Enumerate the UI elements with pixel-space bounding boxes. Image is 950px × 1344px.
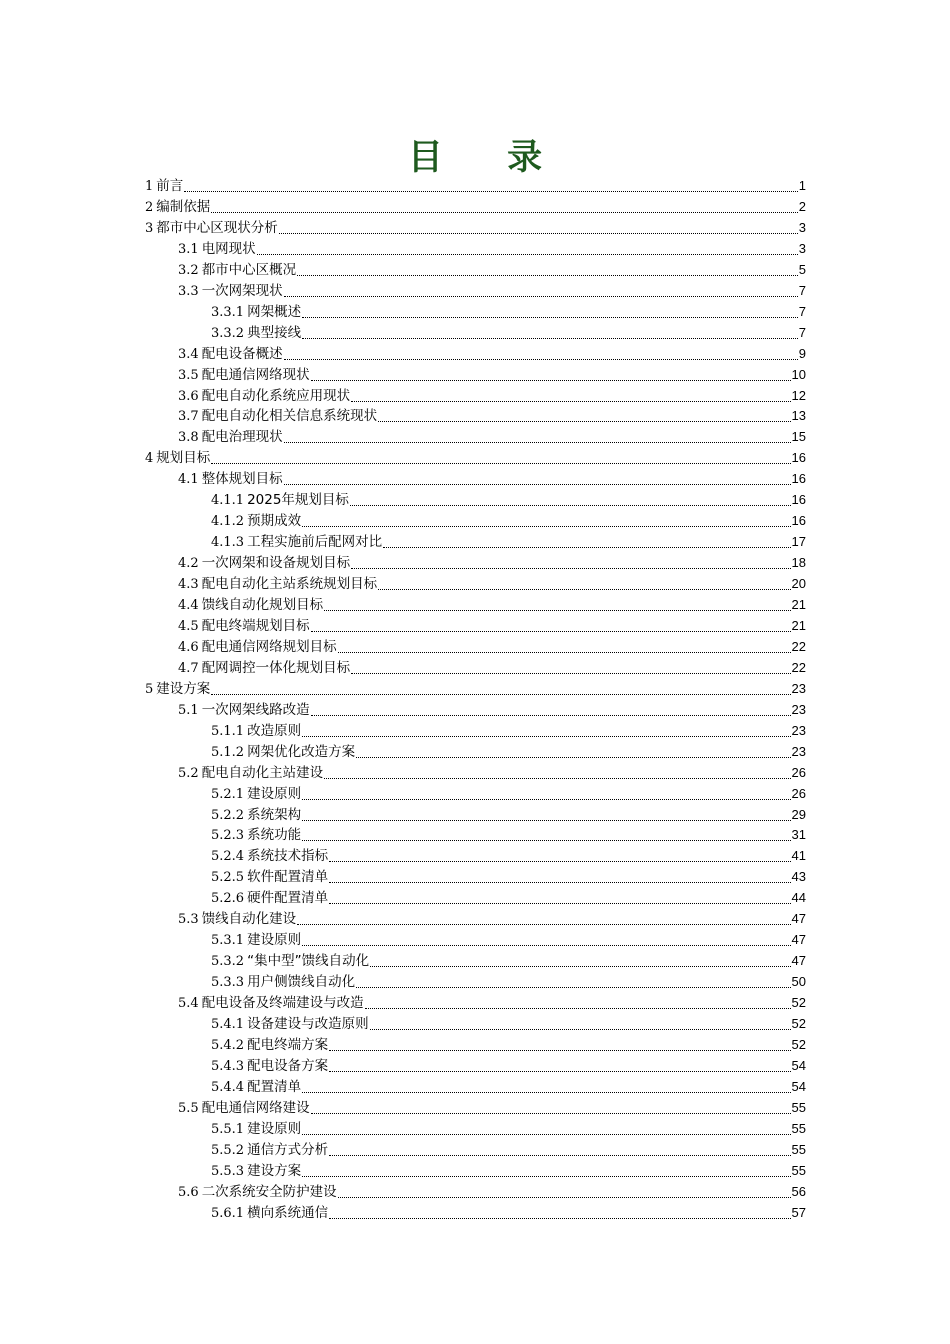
toc-dot-leader [302, 510, 790, 527]
toc-entry-page: 16 [791, 513, 806, 529]
toc-entry-title: 配网调控一体化规划目标 [201, 659, 351, 676]
toc-title: 目 录 [407, 137, 569, 178]
toc-dot-leader [302, 783, 790, 800]
toc-entry-title: 配电终端规划目标 [201, 617, 310, 634]
toc-entry[interactable] [178, 992, 806, 1013]
toc-entry-page: 16 [791, 450, 806, 466]
toc-entry-title: 规划目标 [156, 450, 211, 467]
toc-entry-number: 3.2 [178, 262, 199, 278]
toc-entry[interactable] [211, 741, 806, 762]
toc-entry-number: 5.3.1 [211, 933, 245, 949]
toc-entry[interactable] [178, 259, 806, 280]
toc-entry-title: 配电设备方案 [247, 1057, 329, 1074]
toc-entry-page: 52 [791, 1036, 806, 1052]
toc-entry-title: 前言 [156, 178, 184, 194]
toc-dot-leader [279, 217, 798, 234]
toc-dot-leader [350, 489, 791, 506]
toc-entry[interactable] [178, 343, 806, 364]
toc-entry-page: 31 [791, 827, 806, 843]
toc-entry-page: 5 [798, 261, 806, 277]
toc-entry[interactable] [178, 908, 806, 929]
toc-entry-page: 55 [791, 1162, 806, 1178]
toc-entry-number: 3.3.1 [211, 304, 245, 320]
toc-entry[interactable] [178, 594, 806, 615]
toc-entry-number: 3.8 [178, 430, 199, 446]
toc-entry-number: 4.3 [178, 577, 199, 593]
toc-entry-number: 4.1.1 [211, 493, 245, 509]
toc-entry-number: 5.5.3 [211, 1163, 245, 1179]
toc-entry-page: 23 [791, 680, 806, 696]
toc-entry[interactable] [211, 1055, 806, 1076]
toc-entry-number: 3.4 [178, 346, 199, 362]
toc-dot-leader [356, 971, 790, 988]
toc-entry-number: 3.3.2 [211, 325, 245, 341]
toc-entry-number: 5.1.2 [211, 744, 245, 760]
toc-entry[interactable] [178, 552, 806, 573]
toc-entry-number: 4.2 [178, 556, 199, 572]
toc-entry-page: 21 [791, 597, 806, 612]
toc-entry[interactable] [211, 301, 806, 322]
toc-entry-page: 18 [791, 555, 806, 571]
toc-entry-page: 47 [791, 953, 806, 969]
toc-entry-number: 5.2.3 [211, 828, 245, 844]
toc-entry-page: 41 [791, 848, 806, 864]
toc-dot-leader [329, 1055, 790, 1072]
toc-entry-title: 配电自动化主站建设 [201, 764, 324, 781]
toc-dot-leader [297, 908, 790, 925]
toc-entry-page: 55 [791, 1141, 806, 1157]
toc-dot-leader [302, 322, 798, 339]
toc-entry-page: 7 [798, 303, 806, 319]
toc-entry-title: 网架优化改造方案 [247, 743, 356, 760]
toc-dot-leader [311, 615, 791, 632]
toc-entry-title: 馈线自动化规划目标 [201, 597, 324, 613]
toc-entry-title: 配电自动化相关信息系统现状 [201, 408, 378, 425]
toc-entry-title: “集中型”馈线自动化 [247, 953, 370, 970]
toc-dot-leader [324, 762, 790, 779]
toc-dot-leader [257, 238, 798, 255]
toc-entry-page: 23 [791, 722, 806, 738]
toc-entry[interactable] [211, 824, 806, 845]
toc-entry-number: 1 [145, 179, 154, 194]
toc-entry[interactable] [211, 1118, 806, 1139]
toc-dot-leader [338, 1181, 791, 1198]
toc-dot-leader [284, 280, 798, 297]
toc-entry-title: 横向系统通信 [247, 1204, 329, 1221]
toc-entry-page: 26 [791, 785, 806, 801]
toc-entry-title: 通信方式分析 [247, 1141, 329, 1158]
toc-entry-number: 5.5.2 [211, 1142, 245, 1158]
toc-entry-page: 55 [791, 1120, 806, 1136]
toc-entry[interactable] [178, 238, 806, 259]
toc-entry-title: 一次网架现状 [201, 282, 283, 299]
toc-entry-title: 系统功能 [247, 827, 302, 844]
toc-entry-title: 建设原则 [247, 785, 302, 802]
toc-entry-page: 54 [791, 1078, 806, 1094]
toc-entry[interactable] [178, 762, 806, 783]
toc-entry-page: 9 [798, 345, 806, 361]
toc-entry-page: 10 [791, 366, 806, 382]
toc-entry-number: 5.1 [178, 702, 199, 718]
toc-entry-number: 5.2 [178, 765, 199, 781]
toc-entry-page: 21 [791, 617, 806, 633]
toc-dot-leader [351, 385, 790, 402]
toc-entry-number: 5.2.1 [211, 786, 245, 802]
toc-entry[interactable] [178, 615, 806, 636]
toc-entry-page: 17 [791, 534, 806, 550]
toc-entry-title: 用户侧馈线自动化 [247, 974, 356, 991]
toc-entry-page: 57 [791, 1204, 806, 1220]
toc-entry[interactable] [211, 1202, 806, 1223]
toc-entry[interactable] [211, 783, 806, 804]
toc-entry[interactable] [211, 510, 806, 531]
toc-dot-leader [378, 573, 790, 590]
toc-dot-leader [329, 887, 790, 904]
toc-entry-title: 配电治理现状 [201, 429, 283, 446]
toc-entry-number: 5.4.1 [211, 1017, 245, 1032]
toc-entry-title: 整体规划目标 [201, 471, 283, 488]
toc-entry-number: 5.6 [178, 1184, 199, 1200]
toc-entry-number: 5.3.3 [211, 975, 245, 991]
toc-dot-leader [356, 741, 790, 758]
toc-entry-number: 4.4 [178, 598, 199, 613]
toc-dot-leader [302, 824, 790, 841]
toc-dot-leader [383, 531, 790, 548]
toc-dot-leader [329, 1202, 790, 1219]
toc-entry-title: 系统技术指标 [247, 848, 329, 865]
toc-dot-leader [184, 175, 797, 192]
toc-entry-title: 都市中心区现状分析 [156, 219, 278, 236]
toc-dot-leader [302, 301, 798, 318]
toc-entry[interactable] [178, 699, 806, 720]
toc-entry-page: 2 [798, 198, 806, 214]
toc-entry[interactable] [211, 1139, 806, 1160]
toc-entry-page: 1 [798, 178, 806, 193]
toc-entry-title: 建设原则 [247, 1120, 302, 1137]
toc-entry-number: 5.1.1 [211, 723, 245, 739]
toc-dot-leader [311, 364, 791, 381]
toc-dot-leader [302, 929, 790, 946]
toc-entry-number: 5 [145, 681, 154, 697]
toc-dot-leader [302, 1076, 790, 1093]
toc-dot-leader [329, 866, 790, 883]
toc-entry[interactable] [211, 1034, 806, 1055]
toc-entry-number: 2 [145, 199, 154, 215]
toc-entry-page: 29 [791, 806, 806, 822]
toc-entry-number: 3.5 [178, 367, 199, 383]
toc-entry[interactable] [178, 426, 806, 447]
toc-entry[interactable] [211, 866, 806, 887]
toc-entry-number: 4.1.3 [211, 535, 245, 551]
toc-dot-leader [378, 405, 790, 422]
toc-entry-page: 13 [791, 408, 806, 424]
toc-entry-title: 典型接线 [247, 324, 302, 341]
toc-entry-title: 编制依据 [156, 198, 211, 215]
toc-entry-title: 预期成效 [247, 513, 302, 530]
toc-entry-number: 5.2.4 [211, 849, 245, 865]
toc-dot-leader [365, 992, 791, 1009]
toc-dot-leader [351, 552, 790, 569]
toc-dot-leader [338, 636, 791, 653]
toc-entry-number: 5.2.2 [211, 807, 245, 823]
toc-entry-number: 4.6 [178, 639, 199, 655]
toc-entry[interactable] [178, 1181, 806, 1202]
toc-entry-number: 5.4.3 [211, 1058, 245, 1074]
toc-entry[interactable] [178, 573, 806, 594]
toc-entry[interactable] [178, 280, 806, 301]
toc-entry-title: 一次网架线路改造 [201, 701, 310, 718]
toc-entry[interactable] [178, 636, 806, 657]
toc-entry[interactable] [211, 929, 806, 950]
toc-entry[interactable] [211, 1160, 806, 1181]
toc-entry-title: 配电通信网络建设 [201, 1099, 310, 1116]
toc-entry[interactable] [211, 887, 806, 908]
toc-entry-title: 馈线自动化建设 [201, 911, 297, 928]
toc-entry-page: 3 [798, 240, 806, 256]
toc-dot-leader [311, 1097, 791, 1114]
toc-entry-page: 47 [791, 911, 806, 927]
toc-entry-page: 16 [791, 492, 806, 508]
toc-entry[interactable] [211, 531, 806, 552]
toc-dot-leader [284, 468, 791, 485]
toc-dot-leader [284, 426, 791, 443]
toc-entry-page: 3 [798, 219, 806, 235]
toc-entry[interactable] [145, 678, 806, 699]
toc-entry-title: 配电通信网络规划目标 [201, 638, 337, 655]
toc-entry-title: 配电通信网络现状 [201, 366, 310, 383]
toc-entry[interactable] [211, 950, 806, 971]
toc-entry-number: 3.3 [178, 283, 199, 299]
toc-dot-leader [297, 259, 798, 276]
toc-dot-leader [324, 594, 790, 611]
toc-entry[interactable] [211, 322, 806, 343]
toc-entry[interactable] [211, 971, 806, 992]
toc-entry-page: 22 [791, 638, 806, 654]
toc-entry-number: 3 [145, 220, 154, 236]
toc-entry[interactable] [145, 196, 806, 217]
toc-entry[interactable] [145, 217, 806, 238]
toc-entry-page: 44 [791, 890, 806, 906]
toc-entry-title: 建设方案 [247, 1162, 302, 1179]
toc-entry-title: 配电自动化系统应用现状 [201, 387, 351, 404]
toc-entry[interactable] [178, 405, 806, 426]
toc-entry-number: 4.5 [178, 618, 199, 634]
toc-entry-page: 50 [791, 974, 806, 990]
toc-entry[interactable] [178, 468, 806, 489]
toc-entry-title: 建设原则 [247, 932, 302, 949]
toc-entry-title: 工程实施前后配网对比 [247, 534, 383, 551]
toc-entry[interactable] [145, 175, 806, 196]
toc-dot-leader [370, 1013, 791, 1030]
toc-entry-number: 5.2.6 [211, 891, 245, 907]
toc-entry[interactable] [178, 1097, 806, 1118]
toc-entry-number: 5.4 [178, 996, 199, 1012]
toc-entry-number: 5.4.4 [211, 1079, 245, 1095]
toc-entry[interactable] [178, 385, 806, 406]
toc-entry-number: 3.7 [178, 409, 199, 425]
toc-entry-title: 配电自动化主站系统规划目标 [201, 576, 378, 593]
toc-entry-page: 15 [791, 429, 806, 445]
toc-dot-leader [302, 720, 790, 737]
toc-entry-page: 12 [791, 387, 806, 403]
toc-entry-number: 4.1.2 [211, 514, 245, 530]
toc-entry-number: 3.1 [178, 241, 199, 257]
toc-entry[interactable] [145, 447, 806, 468]
toc-entry[interactable] [178, 364, 806, 385]
toc-entry-page: 43 [791, 869, 806, 885]
toc-dot-leader [211, 678, 790, 695]
toc-dot-leader [370, 950, 790, 967]
toc-entry[interactable] [211, 1076, 806, 1097]
toc-entry-page: 56 [791, 1183, 806, 1199]
toc-entry-number: 5.3.2 [211, 954, 245, 970]
toc-entry-page: 23 [791, 743, 806, 759]
toc-entry-title: 配置清单 [247, 1078, 302, 1095]
toc-entry-page: 16 [791, 471, 806, 487]
toc-entry-number: 3.6 [178, 388, 199, 404]
toc-entry-page: 52 [791, 1016, 806, 1031]
toc-entry-number: 4.7 [178, 660, 199, 676]
toc-dot-leader [302, 804, 790, 821]
toc-dot-leader [329, 1034, 790, 1051]
toc-entry-title: 2025年规划目标 [247, 492, 349, 509]
toc-entry-title: 配电设备及终端建设与改造 [201, 995, 364, 1012]
toc-dot-leader [351, 657, 790, 674]
toc-entry-page: 54 [791, 1057, 806, 1073]
toc-entry-title: 改造原则 [247, 722, 302, 739]
toc-entry[interactable] [211, 845, 806, 866]
toc-dot-leader [329, 1139, 790, 1156]
toc-dot-leader [311, 699, 791, 716]
toc-entry[interactable] [211, 1013, 806, 1034]
toc-entry-title: 一次网架和设备规划目标 [201, 555, 351, 572]
toc-entry-number: 5.2.5 [211, 870, 245, 886]
toc-entry-title: 二次系统安全防护建设 [201, 1183, 337, 1200]
toc-entry-page: 22 [791, 659, 806, 675]
toc-entry-title: 配电终端方案 [247, 1036, 329, 1053]
toc-dot-leader [329, 845, 790, 862]
toc-entry-title: 网架概述 [247, 303, 302, 320]
toc-entry-number: 5.5.1 [211, 1121, 245, 1137]
toc-entry-title: 都市中心区概况 [201, 261, 297, 278]
toc-entry-page: 52 [791, 995, 806, 1011]
toc-entry[interactable] [211, 489, 806, 510]
toc-entry-page: 7 [798, 282, 806, 298]
toc-entry[interactable] [211, 804, 806, 825]
toc-dot-leader [302, 1160, 790, 1177]
toc-entry-number: 5.5 [178, 1100, 199, 1116]
toc-entry-number: 5.3 [178, 912, 199, 928]
toc-entry-page: 20 [791, 576, 806, 592]
toc-entry-page: 7 [798, 324, 806, 340]
toc-dot-leader [211, 447, 790, 464]
toc-entry-number: 4.1 [178, 472, 199, 488]
toc-entry[interactable] [178, 657, 806, 678]
toc-entry-number: 5.6.1 [211, 1205, 245, 1221]
toc-dot-leader [211, 196, 797, 213]
toc-entry-title: 硬件配置清单 [247, 890, 329, 907]
toc-dot-leader [284, 343, 798, 360]
toc-entry[interactable] [211, 720, 806, 741]
toc-entry-title: 配电设备概述 [201, 345, 283, 362]
toc-entry-page: 55 [791, 1099, 806, 1115]
toc-dot-leader [302, 1118, 790, 1135]
toc-entry-title: 设备建设与改造原则 [247, 1016, 369, 1032]
toc-entry-number: 4 [145, 451, 154, 467]
toc-entry-title: 电网现状 [201, 240, 256, 257]
toc-entry-title: 建设方案 [156, 680, 211, 697]
toc-entry-page: 26 [791, 764, 806, 780]
toc-entry-page: 47 [791, 932, 806, 948]
toc-entry-title: 系统架构 [247, 806, 302, 823]
toc-entry-number: 5.4.2 [211, 1037, 245, 1053]
toc-entry-page: 23 [791, 701, 806, 717]
toc-entry-title: 软件配置清单 [247, 869, 329, 886]
